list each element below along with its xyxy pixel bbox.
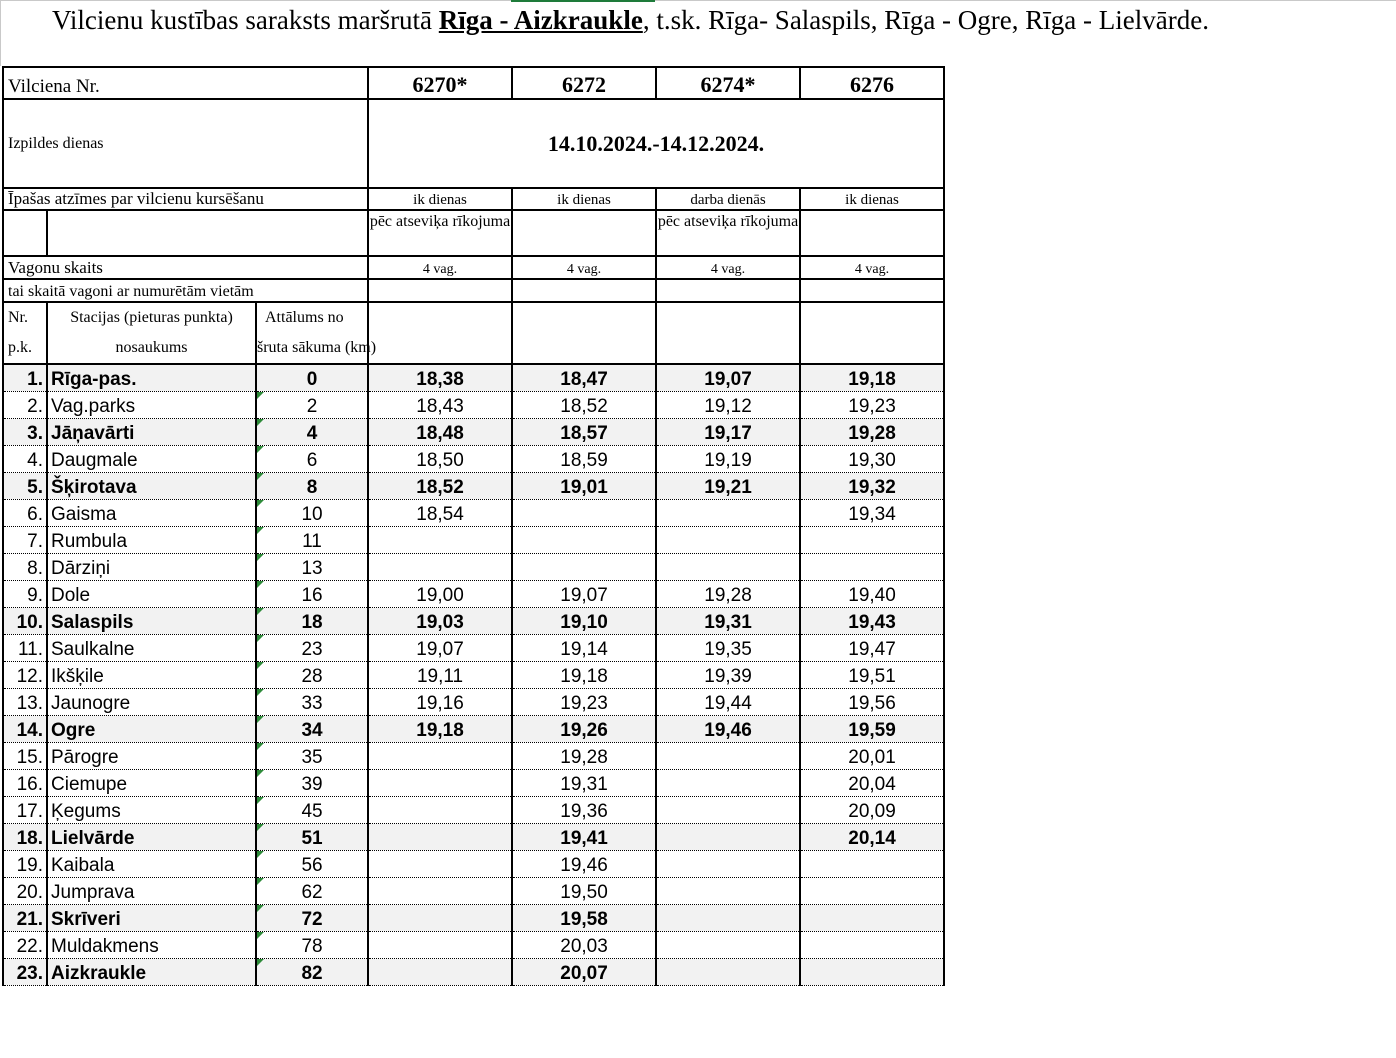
station-distance-value: 23 <box>301 639 323 660</box>
cell-note-flag-icon <box>257 446 264 453</box>
special-mark: darba dienās <box>656 188 800 210</box>
station-distance <box>256 608 368 635</box>
page-title <box>0 0 1396 44</box>
departure-time: 20,07 <box>512 959 656 986</box>
cell-note-flag-icon <box>257 473 264 480</box>
cell-note-flag-icon <box>257 392 264 399</box>
special-mark: ik dienas <box>512 188 656 210</box>
departure-time <box>656 770 800 797</box>
col-header-distance <box>256 302 377 364</box>
station-number: 13. <box>3 689 47 716</box>
col-header-distance-line1: Attālums no <box>265 309 344 326</box>
station-row <box>3 527 944 554</box>
departure-time: 19,58 <box>512 905 656 932</box>
station-name: Jumprava <box>47 878 256 905</box>
station-name: Rumbula <box>47 527 256 554</box>
cell-note-flag-icon <box>257 905 264 912</box>
departure-time: 20,14 <box>800 824 944 851</box>
cell-note-flag-icon <box>257 743 264 750</box>
empty-cell <box>800 302 944 364</box>
station-distance <box>256 446 368 473</box>
departure-time <box>800 905 944 932</box>
empty-cell <box>656 302 800 364</box>
station-row <box>3 581 944 608</box>
departure-time: 19,18 <box>800 364 944 392</box>
col-header-distance-line2: šruta sākuma (km) <box>257 339 377 356</box>
departure-time: 19,11 <box>368 662 512 689</box>
special-marks-row <box>3 188 944 210</box>
departure-time <box>656 797 800 824</box>
cell-note-flag-icon <box>257 500 264 507</box>
station-name: Ogre <box>47 716 256 743</box>
station-row <box>3 364 944 392</box>
station-number: 6. <box>3 500 47 527</box>
departure-time: 19,56 <box>800 689 944 716</box>
station-number: 16. <box>3 770 47 797</box>
departure-time: 19,18 <box>512 662 656 689</box>
departure-time <box>800 878 944 905</box>
departure-time: 19,26 <box>512 716 656 743</box>
departure-time: 19,21 <box>656 473 800 500</box>
station-name: Skrīveri <box>47 905 256 932</box>
station-distance-value: 16 <box>301 585 323 606</box>
departure-time <box>368 959 512 986</box>
station-number: 10. <box>3 608 47 635</box>
station-name: Ķegums <box>47 797 256 824</box>
station-name: Gaisma <box>47 500 256 527</box>
departure-time <box>368 851 512 878</box>
train-number: 6270* <box>368 67 512 99</box>
station-number: 17. <box>3 797 47 824</box>
station-name: Aizkraukle <box>47 959 256 986</box>
col-header-number-line1: Nr. <box>8 309 28 326</box>
special-order-note <box>800 210 944 256</box>
station-distance-value: 4 <box>306 423 318 444</box>
station-number: 20. <box>3 878 47 905</box>
departure-time: 19,36 <box>512 797 656 824</box>
station-distance <box>256 392 368 419</box>
special-order-note <box>512 210 656 256</box>
station-row <box>3 554 944 581</box>
station-distance-value: 56 <box>301 855 323 876</box>
station-row <box>3 500 944 527</box>
station-number: 9. <box>3 581 47 608</box>
station-distance <box>256 527 368 554</box>
departure-time <box>800 851 944 878</box>
station-number: 11. <box>3 635 47 662</box>
station-name: Šķirotava <box>47 473 256 500</box>
station-distance-value: 62 <box>301 882 323 903</box>
station-distance <box>256 905 368 932</box>
train-number-row <box>3 67 944 99</box>
station-row <box>3 797 944 824</box>
title-route: Rīga - Aizkraukle <box>438 5 643 35</box>
timetable <box>2 66 945 986</box>
station-row <box>3 419 944 446</box>
wagon-count: 4 vag. <box>800 256 944 279</box>
train-number: 6274* <box>656 67 800 99</box>
departure-time: 18,57 <box>512 419 656 446</box>
departure-time: 19,28 <box>512 743 656 770</box>
departure-time: 19,12 <box>656 392 800 419</box>
col-header-station-line1: Stacijas (pieturas punkta) <box>70 309 233 326</box>
station-distance <box>256 824 368 851</box>
station-name: Pārogre <box>47 743 256 770</box>
station-row <box>3 392 944 419</box>
departure-time: 19,31 <box>512 770 656 797</box>
departure-time: 20,03 <box>512 932 656 959</box>
departure-time: 20,01 <box>800 743 944 770</box>
departure-time: 19,46 <box>512 851 656 878</box>
station-number: 7. <box>3 527 47 554</box>
wagon-count: 4 vag. <box>368 256 512 279</box>
empty-cell <box>512 302 656 364</box>
departure-time <box>656 554 800 581</box>
departure-time: 19,03 <box>368 608 512 635</box>
departure-time: 19,18 <box>368 716 512 743</box>
title-suffix: , t.sk. Rīga- Salaspils, Rīga - Ogre, Rīga - Lielvārde. <box>642 5 1209 35</box>
departure-time: 18,48 <box>368 419 512 446</box>
station-distance-value: 2 <box>306 396 318 417</box>
train-number: 6276 <box>800 67 944 99</box>
departure-time <box>656 932 800 959</box>
station-number: 1. <box>3 364 47 392</box>
station-row <box>3 824 944 851</box>
station-row <box>3 608 944 635</box>
special-mark: ik dienas <box>368 188 512 210</box>
departure-time: 18,47 <box>512 364 656 392</box>
station-distance <box>256 770 368 797</box>
cell-note-flag-icon <box>257 824 264 831</box>
station-distance-value: 45 <box>301 801 323 822</box>
station-distance-value: 82 <box>301 963 323 984</box>
departure-time: 20,09 <box>800 797 944 824</box>
departure-time: 19,30 <box>800 446 944 473</box>
departure-time <box>368 905 512 932</box>
departure-time: 18,59 <box>512 446 656 473</box>
station-number: 21. <box>3 905 47 932</box>
departure-time: 19,32 <box>800 473 944 500</box>
departure-time: 19,34 <box>800 500 944 527</box>
station-name: Saulkalne <box>47 635 256 662</box>
col-header-number <box>3 302 47 364</box>
departure-time: 19,10 <box>512 608 656 635</box>
numbered-seats-label: tai skaitā vagoni ar numurētām vietām <box>3 279 368 302</box>
departure-time: 20,04 <box>800 770 944 797</box>
departure-time <box>656 527 800 554</box>
departure-time: 19,28 <box>656 581 800 608</box>
station-distance <box>256 743 368 770</box>
station-distance-value: 18 <box>301 612 323 633</box>
cell-note-flag-icon <box>257 716 264 723</box>
departure-time: 19,28 <box>800 419 944 446</box>
wagon-count-row <box>3 256 944 279</box>
station-row <box>3 446 944 473</box>
departure-time: 19,40 <box>800 581 944 608</box>
column-header-row <box>3 302 944 364</box>
departure-time: 19,43 <box>800 608 944 635</box>
departure-time: 19,47 <box>800 635 944 662</box>
station-distance-value: 0 <box>306 369 318 390</box>
cell-note-flag-icon <box>257 959 264 966</box>
station-distance <box>256 662 368 689</box>
departure-time <box>512 527 656 554</box>
departure-time: 19,17 <box>656 419 800 446</box>
station-distance-value: 33 <box>301 693 323 714</box>
departure-time: 19,19 <box>656 446 800 473</box>
departure-time: 18,54 <box>368 500 512 527</box>
cell-note-flag-icon <box>257 581 264 588</box>
station-name: Kaibala <box>47 851 256 878</box>
station-distance <box>256 473 368 500</box>
station-number: 12. <box>3 662 47 689</box>
station-distance-value: 8 <box>306 477 318 498</box>
departure-time: 19,16 <box>368 689 512 716</box>
departure-time <box>656 743 800 770</box>
station-number: 19. <box>3 851 47 878</box>
station-number: 15. <box>3 743 47 770</box>
departure-time <box>656 959 800 986</box>
train-number-label: Vilciena Nr. <box>3 67 368 99</box>
departure-time <box>512 554 656 581</box>
station-distance <box>256 581 368 608</box>
departure-time <box>368 770 512 797</box>
departure-time: 19,51 <box>800 662 944 689</box>
station-distance <box>256 716 368 743</box>
station-number: 3. <box>3 419 47 446</box>
departure-time: 19,31 <box>656 608 800 635</box>
special-order-row <box>3 210 944 256</box>
departure-time: 19,41 <box>512 824 656 851</box>
station-name: Dārziņi <box>47 554 256 581</box>
station-distance-value: 78 <box>301 936 323 957</box>
departure-time <box>512 500 656 527</box>
departure-time <box>368 797 512 824</box>
departure-time <box>368 878 512 905</box>
cell-note-flag-icon <box>257 554 264 561</box>
station-name: Muldakmens <box>47 932 256 959</box>
station-row <box>3 770 944 797</box>
station-name: Vag.parks <box>47 392 256 419</box>
departure-time <box>368 554 512 581</box>
departure-time: 19,59 <box>800 716 944 743</box>
station-distance <box>256 500 368 527</box>
cell-note-flag-icon <box>257 419 264 426</box>
station-row <box>3 932 944 959</box>
numbered-seats-row <box>3 279 944 302</box>
special-marks-label: Īpašas atzīmes par vilcienu kursēšanu <box>3 188 368 210</box>
cell-note-flag-icon <box>257 797 264 804</box>
cell-note-flag-icon <box>257 770 264 777</box>
station-distance <box>256 959 368 986</box>
cell-note-flag-icon <box>257 878 264 885</box>
cell-note-flag-icon <box>257 662 264 669</box>
wagon-count: 4 vag. <box>656 256 800 279</box>
wagon-count: 4 vag. <box>512 256 656 279</box>
departure-time: 19,07 <box>656 364 800 392</box>
station-number: 23. <box>3 959 47 986</box>
departure-time <box>368 824 512 851</box>
station-name: Lielvārde <box>47 824 256 851</box>
departure-time <box>800 959 944 986</box>
departure-time <box>368 932 512 959</box>
station-name: Ciemupe <box>47 770 256 797</box>
col-header-station <box>47 302 256 364</box>
departure-time <box>800 527 944 554</box>
departure-time: 18,52 <box>512 392 656 419</box>
station-name: Ikšķile <box>47 662 256 689</box>
station-row <box>3 905 944 932</box>
title-prefix: Vilcienu kustības saraksts maršrutā <box>52 5 439 35</box>
station-distance-value: 11 <box>302 531 322 552</box>
cell-note-flag-icon <box>257 635 264 642</box>
departure-time: 18,38 <box>368 364 512 392</box>
empty-cell <box>3 210 47 256</box>
station-distance-value: 10 <box>301 504 323 525</box>
col-header-station-line2: nosaukums <box>115 339 188 356</box>
station-row <box>3 635 944 662</box>
station-number: 5. <box>3 473 47 500</box>
station-row <box>3 851 944 878</box>
departure-time <box>800 554 944 581</box>
station-distance-value: 13 <box>301 558 323 579</box>
station-row <box>3 743 944 770</box>
departure-time: 19,46 <box>656 716 800 743</box>
departure-time: 19,44 <box>656 689 800 716</box>
departure-time <box>656 500 800 527</box>
departure-time: 18,43 <box>368 392 512 419</box>
station-distance <box>256 554 368 581</box>
departure-time <box>368 527 512 554</box>
special-order-note: pēc atseviķa rīkojuma <box>656 210 800 256</box>
special-order-note: pēc atseviķa rīkojuma <box>368 210 512 256</box>
station-distance <box>256 851 368 878</box>
departure-time: 18,50 <box>368 446 512 473</box>
empty-cell <box>800 279 944 302</box>
station-distance <box>256 635 368 662</box>
special-mark: ik dienas <box>800 188 944 210</box>
station-name: Jāņavārti <box>47 419 256 446</box>
departure-time <box>656 824 800 851</box>
cell-note-flag-icon <box>257 608 264 615</box>
station-distance <box>256 419 368 446</box>
departure-time <box>656 905 800 932</box>
station-distance <box>256 364 368 392</box>
col-header-number-line2: p.k. <box>8 339 32 356</box>
station-number: 14. <box>3 716 47 743</box>
departure-time: 19,23 <box>512 689 656 716</box>
station-distance-value: 72 <box>301 909 323 930</box>
operating-days-label: Izpildes dienas <box>3 99 368 188</box>
station-distance-value: 34 <box>301 720 323 741</box>
station-name: Daugmale <box>47 446 256 473</box>
station-distance-value: 39 <box>301 774 323 795</box>
station-name: Salaspils <box>47 608 256 635</box>
empty-cell <box>47 210 368 256</box>
station-distance-value: 6 <box>306 450 318 471</box>
cell-note-flag-icon <box>257 689 264 696</box>
station-name: Dole <box>47 581 256 608</box>
station-number: 4. <box>3 446 47 473</box>
departure-time: 19,39 <box>656 662 800 689</box>
station-distance-value: 28 <box>301 666 323 687</box>
station-distance <box>256 689 368 716</box>
departure-time: 19,14 <box>512 635 656 662</box>
departure-time: 19,23 <box>800 392 944 419</box>
station-row <box>3 959 944 986</box>
departure-time <box>656 851 800 878</box>
station-name: Rīga-pas. <box>47 364 256 392</box>
empty-cell <box>368 279 512 302</box>
station-number: 22. <box>3 932 47 959</box>
station-row <box>3 716 944 743</box>
departure-time <box>656 878 800 905</box>
station-distance <box>256 878 368 905</box>
station-row <box>3 689 944 716</box>
departure-time: 19,00 <box>368 581 512 608</box>
departure-time <box>368 743 512 770</box>
operating-days-row <box>3 99 944 188</box>
station-distance-value: 35 <box>301 747 323 768</box>
station-distance <box>256 932 368 959</box>
wagon-count-label: Vagonu skaits <box>3 256 368 279</box>
departure-time: 19,35 <box>656 635 800 662</box>
station-number: 8. <box>3 554 47 581</box>
station-row <box>3 662 944 689</box>
departure-time: 18,52 <box>368 473 512 500</box>
station-number: 18. <box>3 824 47 851</box>
station-name: Jaunogre <box>47 689 256 716</box>
departure-time: 19,50 <box>512 878 656 905</box>
departure-time: 19,07 <box>512 581 656 608</box>
departure-time: 19,01 <box>512 473 656 500</box>
departure-time <box>800 932 944 959</box>
operating-period: 14.10.2024.-14.12.2024. <box>368 99 944 188</box>
empty-cell <box>512 279 656 302</box>
departure-time: 19,07 <box>368 635 512 662</box>
train-number: 6272 <box>512 67 656 99</box>
station-distance-value: 51 <box>301 828 323 849</box>
station-row <box>3 473 944 500</box>
station-row <box>3 878 944 905</box>
station-distance <box>256 797 368 824</box>
cell-note-flag-icon <box>257 527 264 534</box>
cell-note-flag-icon <box>257 932 264 939</box>
station-number: 2. <box>3 392 47 419</box>
cell-note-flag-icon <box>257 851 264 858</box>
empty-cell <box>656 279 800 302</box>
